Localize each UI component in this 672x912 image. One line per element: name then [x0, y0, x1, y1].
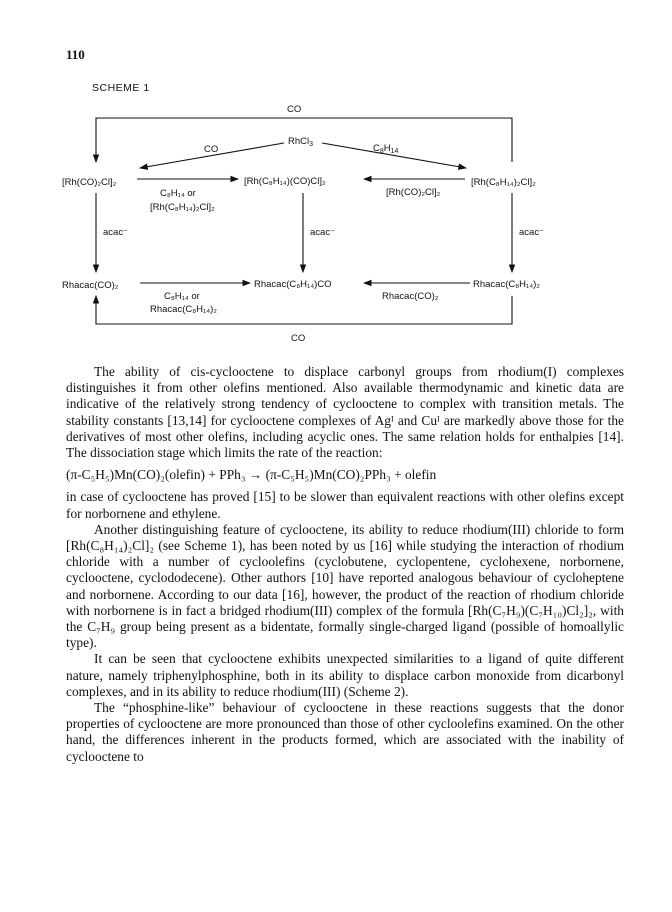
- top-co-label: CO: [287, 104, 302, 115]
- paragraph-5: The “phosphine-like” behaviour of cyclooctene in these reactions suggests that the donor properties of cyclooctene are more pronounced than those of other cycloolefins examined. On the other hand, the differences inherent in the products formed, which are associated with the inability of cyclooctene to: [66, 700, 624, 764]
- page-number: 110: [66, 47, 85, 62]
- right-complex: [Rh(C₈H₁₄)₂Cl]₂: [471, 177, 536, 188]
- arrow2-label: [Rh(CO)₂Cl]₂: [386, 187, 441, 198]
- c8h14-right-label: $C_8H_{14}$: [373, 143, 399, 155]
- arrow3-label-top: C₈H₁₄ or: [164, 291, 200, 302]
- paragraph-1: The ability of cis-cyclooctene to displace carbonyl groups from rhodium(I) complexes distinguishes it from other olefins mentioned. Also available thermodynamic and kinetic data are indicative of the relatively strong tendency of cyclooctene to complex with transition metals. The stability constants [13,14] for cyclooctene complexes of Agᴵ and Cuᴵ are markedly above those for the derivatives of most other olefins, including acyclic ones. The same relation holds for enthalpies [14]. The dissociation stage which limits the rate of the reaction:: [66, 364, 624, 461]
- acac-right-label: acac⁻: [519, 227, 545, 238]
- acac-center-label: acac⁻: [310, 227, 336, 238]
- paragraph-3: Another distinguishing feature of cyclooctene, its ability to reduce rhodium(III) chloride to form [Rh(C₈H₁₄)₂Cl]₂ (see Scheme 1), has been noted by us [16] while studying the interaction of rhodium chloride with a number of cycloolefins (cyclobutene, cyclopentene, cyclohexene, norbornene, cyclooctene, cyclododecene). Other authors [10] have reported analogous behaviour of cycloheptene and norbornene. According to our data [16], however, the product of the reaction of rhodium chloride with norbornene is in fact a bridged rhodium(III) complex of the formula [Rh(C₇H₉)(C₇H₁₀)Cl₂]₂, with the C₇H₉ group being present as a bidentate, formally single-charged ligand (possible of homoallylic type).: [66, 521, 624, 651]
- rhcl3-label: RhCl$_3$: [288, 136, 314, 148]
- scheme-title: SCHEME 1: [92, 82, 150, 94]
- bottom-co-label: CO: [291, 333, 306, 344]
- acac-left-label: acac⁻: [103, 227, 129, 238]
- arrow3-label-bottom: Rhacac(C₈H₁₄)₂: [150, 304, 217, 315]
- paragraph-2: in case of cyclooctene has proved [15] to be slower than equivalent reactions with other olefins except for norbornene and ethylene.: [66, 489, 624, 521]
- bottom-center-complex: Rhacac(C₈H₁₄)CO: [254, 279, 332, 290]
- bottom-left-complex: Rhacac(CO)₂: [62, 280, 119, 291]
- center-complex: [Rh(C₈H₁₄)(CO)Cl]₂: [244, 176, 326, 187]
- rhcl3-to-right-arrow: [322, 143, 466, 168]
- co-left-label: CO: [204, 144, 219, 155]
- arrow4-label: Rhacac(CO)₂: [382, 291, 439, 302]
- paragraph-4: It can be seen that cyclooctene exhibits unexpected similarities to a ligand of quite different nature, namely triphenylphosphine, both in its ability to displace carbon monoxide from dicarbonyl complexes, and in its ability to reduce rhodium(III) (Scheme 2).: [66, 651, 624, 699]
- left-complex: [Rh(CO)₂Cl]₂: [62, 177, 117, 188]
- body-text: [66, 364, 624, 765]
- arrow1-label-top: C₈H₁₄ or: [160, 188, 196, 199]
- reaction-scheme: [0, 0, 672, 360]
- arrow1-label-bottom: [Rh(C₈H₁₄)₂Cl]₂: [150, 202, 215, 213]
- reaction-equation: (π-C₅H₅)Mn(CO)₂(olefin) + PPh₃ → (π-C₅H₅)Mn(CO)₂PPh₃ + olefin: [66, 467, 437, 483]
- bottom-right-complex: Rhacac(C₈H₁₄)₂: [473, 279, 540, 290]
